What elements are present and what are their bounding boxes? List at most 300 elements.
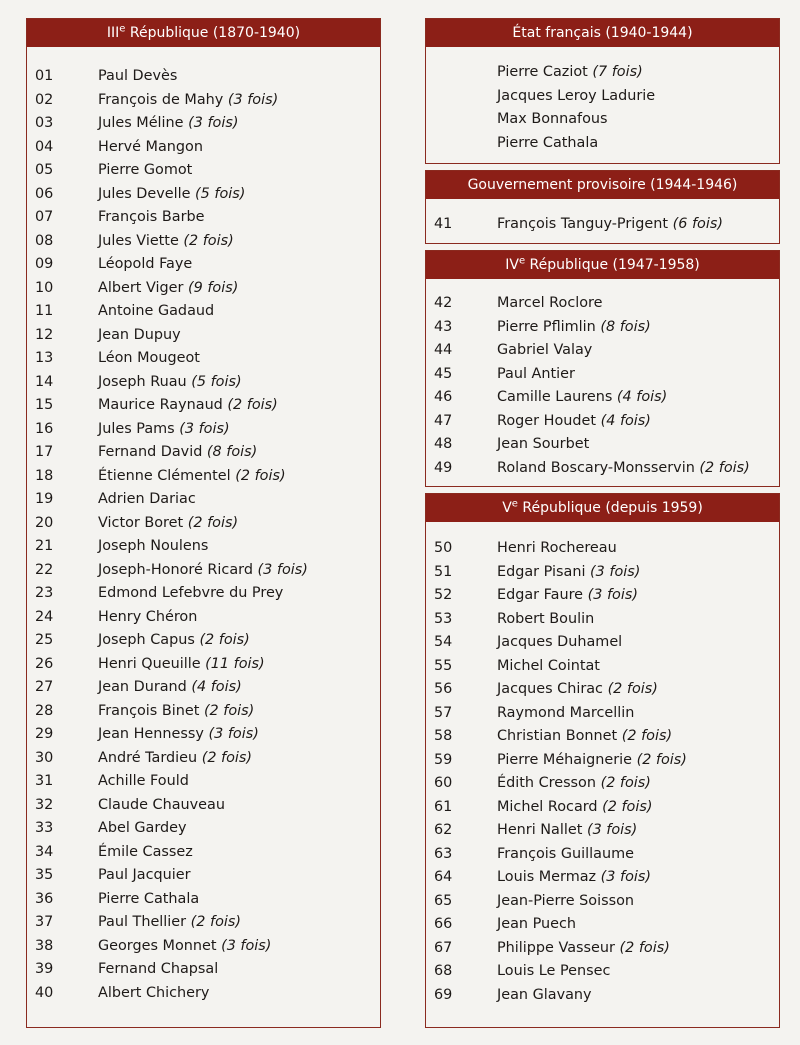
minister-name: Edgar Pisani [497, 563, 586, 580]
entry-name-cell [98, 300, 214, 324]
entry-name-cell [98, 441, 257, 465]
entry-name-cell [98, 606, 197, 630]
minister-name: Philippe Vasseur [497, 939, 615, 956]
entry-number: 18 [35, 467, 54, 484]
entry-number: 10 [35, 279, 54, 296]
minister-name: Émile Cassez [98, 843, 193, 860]
minister-name: Louis Le Pensec [497, 963, 611, 979]
term-count: (3 fois) [188, 115, 239, 131]
title-rest: République (1870-1940) [125, 25, 301, 41]
minister-name: Jean Hennessy [98, 726, 204, 742]
entry-number: 62 [434, 822, 453, 838]
entry-name-cell [98, 935, 271, 959]
entry-name-cell [98, 112, 238, 136]
minister-name: Antoine Gadaud [98, 303, 215, 319]
entry-name-cell [497, 363, 575, 387]
entry-name-cell [98, 65, 177, 89]
entry-name-cell [497, 433, 589, 457]
title-sup: e [119, 23, 126, 35]
list-item [27, 864, 380, 888]
list-item [27, 159, 380, 183]
list-item [27, 982, 380, 1006]
entry-number: 21 [35, 538, 54, 554]
minister-name: François Barbe [98, 209, 205, 225]
term-count: (3 fois) [221, 937, 272, 954]
minister-name: Henri Queuille [98, 655, 201, 672]
minister-name: Paul Antier [497, 365, 575, 382]
entry-number: 06 [35, 185, 54, 202]
entry-number: 32 [35, 796, 54, 813]
minister-name: Edmond Lefebvre du Prey [98, 585, 284, 601]
entry-number: 39 [35, 961, 54, 977]
entry-name-cell [497, 561, 640, 585]
entry-number: 23 [35, 585, 54, 601]
minister-name: Jean-Pierre Soisson [497, 892, 634, 909]
entry-number: 34 [35, 843, 54, 860]
entry-name-cell [98, 817, 187, 841]
entry-number: 59 [434, 751, 453, 768]
entry-name-cell [497, 702, 634, 726]
minister-name: Jacques Duhamel [497, 634, 623, 650]
term-count: (2 fois) [636, 751, 687, 768]
list-item [426, 913, 779, 937]
term-count: (2 fois) [699, 459, 750, 476]
term-count: (2 fois) [203, 702, 255, 719]
minister-name: Hervé Mangon [98, 138, 203, 155]
entry-number: 40 [35, 984, 54, 1001]
list-item [27, 582, 380, 606]
minister-name: Gabriel Valay [497, 342, 593, 358]
entry-name-cell [98, 371, 242, 395]
minister-name: Camille Laurens [497, 389, 613, 405]
list-item [27, 958, 380, 982]
entry-name-cell [497, 213, 723, 237]
term-count: (2 fois) [199, 632, 250, 648]
list-item [426, 678, 779, 702]
list-item [27, 488, 380, 512]
entry-number: 54 [434, 634, 453, 650]
section-gouvernement-provisoire [425, 170, 780, 244]
list-item [27, 371, 380, 395]
entry-number: 48 [434, 436, 453, 452]
entry-name-cell [497, 457, 750, 481]
entry-name-cell [98, 982, 209, 1006]
minister-name: Albert Viger [98, 279, 184, 296]
entry-name-cell [497, 608, 594, 632]
minister-name: Roland Boscary-Monsservin [497, 459, 695, 476]
entry-name-cell [497, 960, 610, 984]
term-count: (3 fois) [600, 869, 651, 885]
minister-name: Pierre Gomot [98, 162, 193, 178]
minister-name: Maurice Raynaud [98, 397, 223, 413]
entry-name-cell [497, 866, 651, 890]
minister-name: Abel Gardey [98, 820, 187, 836]
minister-name: Jean Sourbet [497, 436, 590, 452]
entry-number: 17 [35, 444, 54, 460]
entry-number: 19 [35, 491, 54, 507]
entry-number: 56 [434, 681, 453, 697]
entry-name-cell [497, 386, 667, 410]
minister-name: Jules Develle [98, 185, 191, 202]
entry-number: 31 [35, 773, 54, 789]
term-count: (3 fois) [179, 420, 230, 437]
minister-name: François Binet [98, 702, 200, 719]
minister-name: Victor Boret [98, 514, 184, 531]
entry-name-cell [98, 676, 242, 700]
entry-number: 25 [35, 632, 54, 648]
list-item [426, 292, 779, 316]
entry-name-cell [497, 843, 634, 867]
entry-number: 68 [434, 963, 453, 979]
list-item [27, 206, 380, 230]
minister-name: Marcel Roclore [497, 295, 603, 311]
list-item [426, 561, 779, 585]
term-count: (2 fois) [602, 798, 653, 815]
list-item [426, 410, 779, 434]
title-prefix: V [502, 500, 512, 516]
entry-number: 58 [434, 728, 453, 744]
entry-name-cell [98, 535, 208, 559]
term-count: (11 fois) [205, 655, 265, 672]
entry-number: 22 [35, 561, 54, 578]
list-item [27, 770, 380, 794]
entry-number: 30 [35, 749, 54, 766]
entry-number: 09 [35, 256, 54, 272]
list-item [426, 61, 779, 85]
entry-name-cell [497, 749, 687, 773]
entry-name-cell [497, 108, 608, 132]
minister-name: François Guillaume [497, 845, 634, 862]
list-item [27, 817, 380, 841]
list-item [426, 843, 779, 867]
minister-name: Pierre Méhaignerie [497, 751, 632, 768]
minister-name: Michel Rocard [497, 798, 598, 815]
list-item [426, 363, 779, 387]
list-item [426, 316, 779, 340]
list-item [426, 984, 779, 1008]
entry-number: 35 [35, 867, 54, 883]
list-item [27, 535, 380, 559]
entry-number: 08 [35, 232, 54, 249]
entry-name-cell [497, 772, 651, 796]
section-title [426, 251, 779, 279]
entry-name-cell [98, 465, 286, 489]
minister-list [426, 61, 779, 155]
entry-number: 01 [35, 68, 54, 84]
list-item [27, 418, 380, 442]
title-rest: République (1947-1958) [525, 257, 700, 273]
term-count: (3 fois) [587, 587, 638, 603]
entry-number: 46 [434, 389, 453, 405]
entry-number: 49 [434, 459, 453, 476]
minister-name: Adrien Dariac [98, 491, 196, 507]
minister-name: Fernand Chapsal [98, 961, 219, 977]
entry-name-cell [497, 292, 603, 316]
minister-name: Édith Cresson [497, 775, 596, 791]
entry-number: 52 [434, 587, 453, 603]
minister-name: Henry Chéron [98, 608, 198, 625]
entry-number: 15 [35, 397, 54, 413]
section-etat-francais [425, 18, 780, 164]
list-item [27, 559, 380, 583]
minister-name: Jules Pams [98, 420, 175, 437]
entry-number: 69 [434, 986, 453, 1003]
list-item [27, 65, 380, 89]
term-count: (2 fois) [187, 514, 239, 531]
minister-name: Joseph-Honoré Ricard [98, 561, 253, 578]
title-sup: e [511, 498, 518, 510]
entry-name-cell [497, 631, 622, 655]
minister-name: Raymond Marcellin [497, 704, 635, 721]
entry-name-cell [497, 984, 592, 1008]
list-item [426, 339, 779, 363]
entry-number: 14 [35, 373, 54, 390]
list-item [426, 937, 779, 961]
minister-name: Jean Dupuy [98, 326, 181, 343]
entry-number: 41 [434, 216, 453, 232]
list-item [27, 441, 380, 465]
list-item [426, 819, 779, 843]
entry-name-cell [98, 747, 252, 771]
minister-name: Louis Mermaz [497, 869, 597, 885]
entry-number: 07 [35, 209, 54, 225]
list-item [27, 747, 380, 771]
entry-number: 65 [434, 892, 453, 909]
entry-number: 26 [35, 655, 54, 672]
entry-name-cell [98, 864, 191, 888]
list-item [426, 433, 779, 457]
section-title: État français (1940-1944) [426, 19, 779, 47]
entry-name-cell [98, 324, 181, 348]
term-count: (8 fois) [206, 444, 258, 460]
minister-name: Jean Glavany [497, 986, 592, 1003]
entry-number: 47 [434, 412, 453, 429]
list-item [27, 676, 380, 700]
minister-name: Joseph Capus [98, 632, 195, 648]
entry-number: 24 [35, 608, 54, 625]
minister-name: François de Mahy [98, 91, 224, 108]
term-count: (2 fois) [621, 728, 673, 744]
list-item [426, 866, 779, 890]
entry-number: 36 [35, 890, 54, 907]
entry-name-cell [98, 700, 254, 724]
list-item [426, 584, 779, 608]
term-count: (6 fois) [672, 216, 723, 232]
list-item [27, 911, 380, 935]
list-item [27, 324, 380, 348]
entry-name-cell [497, 584, 638, 608]
minister-name: Christian Bonnet [497, 728, 618, 744]
list-item [27, 723, 380, 747]
list-item [27, 230, 380, 254]
list-item [426, 725, 779, 749]
entry-number: 11 [35, 303, 54, 319]
section-title [27, 19, 380, 47]
term-count: (4 fois) [600, 412, 651, 429]
entry-name-cell [497, 316, 651, 340]
list-item [27, 465, 380, 489]
entry-name-cell [497, 61, 643, 85]
minister-name: André Tardieu [98, 749, 198, 766]
entry-name-cell [497, 937, 670, 961]
entry-name-cell [98, 653, 265, 677]
list-item [27, 629, 380, 653]
entry-number: 38 [35, 937, 54, 954]
minister-name: Claude Chauveau [98, 796, 225, 813]
minister-name: Achille Fould [98, 773, 189, 789]
entry-number: 13 [35, 350, 54, 366]
entry-name-cell [497, 725, 672, 749]
minister-name: Robert Boulin [497, 610, 595, 627]
entry-name-cell [98, 582, 283, 606]
minister-name: Léon Mougeot [98, 350, 200, 366]
list-item [426, 85, 779, 109]
list-item [426, 457, 779, 481]
minister-name: Pierre Cathala [98, 890, 200, 907]
title-prefix: III [106, 25, 120, 41]
minister-name: Roger Houdet [497, 412, 597, 429]
minister-name: Jacques Leroy Ladurie [497, 87, 656, 104]
list-item [426, 655, 779, 679]
term-count: (2 fois) [600, 775, 651, 791]
list-item [426, 890, 779, 914]
term-count: (4 fois) [616, 389, 668, 405]
list-item [426, 213, 779, 237]
list-item [426, 749, 779, 773]
term-count: (2 fois) [607, 681, 658, 697]
minister-name: Pierre Cathala [497, 134, 599, 151]
term-count: (3 fois) [257, 561, 308, 578]
entry-name-cell [98, 89, 278, 113]
entry-number: 66 [434, 916, 453, 932]
minister-name: Fernand David [98, 444, 203, 460]
minister-name: Paul Devès [98, 68, 178, 84]
entry-number: 20 [35, 514, 54, 531]
entry-name-cell [98, 559, 308, 583]
minister-name: Jules Méline [98, 115, 184, 131]
entry-name-cell [497, 913, 576, 937]
term-count: (8 fois) [600, 318, 651, 335]
entry-number: 27 [35, 679, 54, 695]
entry-name-cell [497, 796, 652, 820]
term-count: (3 fois) [208, 726, 259, 742]
term-count: (3 fois) [227, 91, 279, 108]
list-item [426, 631, 779, 655]
minister-name: Jean Puech [497, 916, 577, 932]
term-count: (2 fois) [227, 397, 278, 413]
list-item [27, 935, 380, 959]
entry-number: 67 [434, 939, 453, 956]
minister-name: Edgar Faure [497, 587, 584, 603]
term-count: (4 fois) [191, 679, 242, 695]
entry-name-cell [497, 678, 658, 702]
term-count: (9 fois) [187, 279, 239, 296]
list-item [426, 960, 779, 984]
minister-name: Henri Rochereau [497, 540, 617, 556]
term-count: (2 fois) [619, 939, 670, 956]
list-item [27, 653, 380, 677]
term-count: (5 fois) [195, 185, 246, 202]
entry-number: 04 [35, 138, 54, 155]
entry-number: 16 [35, 420, 54, 437]
list-item [426, 108, 779, 132]
list-item [426, 608, 779, 632]
minister-name: Henri Nallet [497, 822, 583, 838]
term-count: (7 fois) [592, 64, 643, 80]
minister-list [27, 65, 380, 1005]
list-item [27, 606, 380, 630]
entry-name-cell [98, 512, 238, 536]
minister-name: Joseph Ruau [98, 373, 187, 390]
minister-name: Georges Monnet [98, 937, 217, 954]
entry-name-cell [98, 488, 196, 512]
minister-list [426, 213, 779, 237]
list-item [426, 132, 779, 156]
minister-name: Léopold Faye [98, 256, 193, 272]
list-item [27, 300, 380, 324]
entry-name-cell [98, 394, 278, 418]
entry-name-cell [497, 339, 592, 363]
list-item [27, 512, 380, 536]
list-item [27, 183, 380, 207]
list-item [27, 277, 380, 301]
entry-name-cell [98, 723, 259, 747]
title-prefix: IV [505, 257, 519, 273]
list-item [426, 796, 779, 820]
title-rest: République (depuis 1959) [517, 500, 703, 516]
entry-number: 33 [35, 820, 54, 836]
minister-name: Paul Thellier [98, 914, 187, 930]
term-count: (2 fois) [201, 749, 253, 766]
entry-name-cell [497, 132, 598, 156]
entry-name-cell [98, 911, 241, 935]
minister-name: Max Bonnafous [497, 111, 608, 127]
entry-name-cell [98, 958, 218, 982]
list-item [426, 702, 779, 726]
term-count: (2 fois) [183, 232, 234, 249]
list-item [426, 386, 779, 410]
entry-name-cell [98, 841, 193, 865]
entry-name-cell [98, 794, 225, 818]
entry-number: 02 [35, 91, 54, 108]
entry-number: 55 [434, 657, 453, 674]
list-item [27, 112, 380, 136]
section-fourth-republic [425, 250, 780, 487]
section-third-republic [26, 18, 381, 1028]
entry-name-cell [98, 253, 192, 277]
section-title [426, 494, 779, 522]
entry-number: 45 [434, 365, 453, 382]
entry-name-cell [98, 277, 238, 301]
term-count: (3 fois) [586, 822, 638, 838]
list-item [27, 394, 380, 418]
list-item [27, 841, 380, 865]
entry-number: 29 [35, 726, 54, 742]
title-sup: e [518, 255, 526, 267]
list-item [27, 347, 380, 371]
minister-name: Étienne Clémentel [98, 467, 231, 484]
entry-name-cell [98, 183, 245, 207]
minister-name: Jean Durand [98, 679, 187, 695]
entry-name-cell [497, 85, 655, 109]
minister-list [426, 292, 779, 480]
entry-name-cell [98, 629, 250, 653]
entry-name-cell [497, 537, 617, 561]
entry-number: 53 [434, 610, 453, 627]
minister-name: Pierre Pflimlin [497, 318, 596, 335]
minister-list [426, 537, 779, 1007]
entry-number: 63 [434, 845, 453, 862]
